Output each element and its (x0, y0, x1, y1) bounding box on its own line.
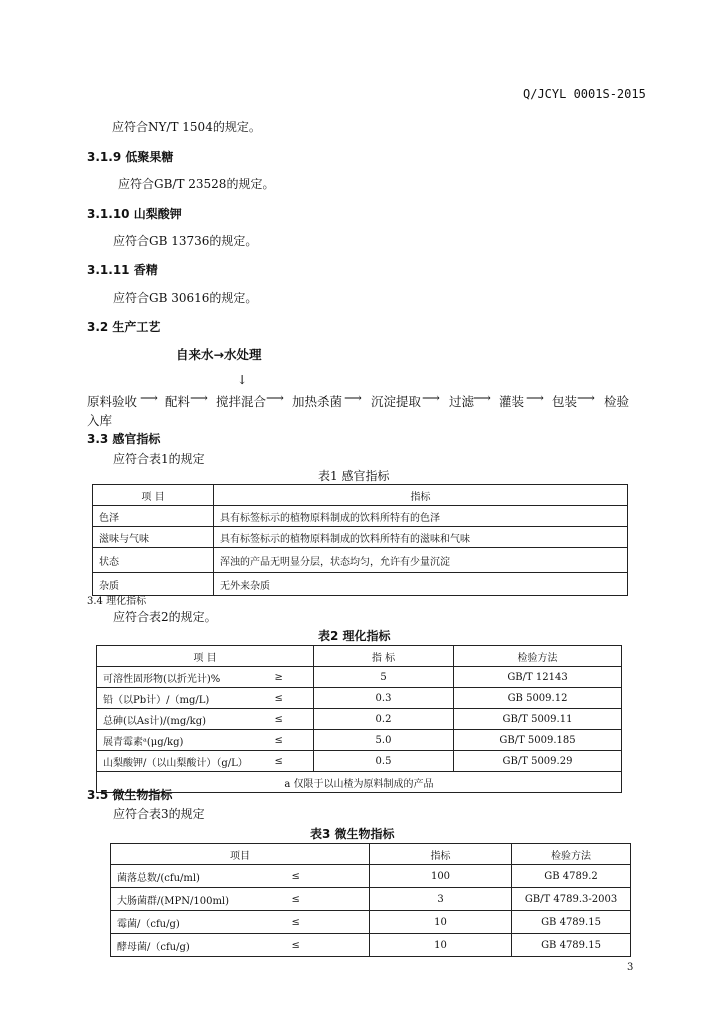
table-header-cell: 检验方法 (454, 646, 622, 667)
table-title: 表2 理化指标 (318, 629, 391, 643)
table-cell: GB 4789.2 (512, 865, 631, 888)
table-cell: 0.3 (314, 688, 454, 709)
right-arrow-icon: ⟶ (344, 390, 362, 405)
table-cell: 展青霉素ᵃ(μg/kg) (97, 730, 269, 751)
table-row (111, 888, 631, 911)
table-row (111, 934, 631, 957)
paragraph: 应符合GB 13736的规定。 (113, 234, 258, 248)
table-row (93, 506, 628, 527)
table-cell: GB/T 5009.185 (454, 730, 622, 751)
table-cell: 霉菌/（cfu/g) (111, 911, 286, 934)
table-cell: 总砷(以As计)/(mg/kg) (97, 709, 269, 730)
table-cell: 菌落总数/(cfu/ml) (111, 865, 286, 888)
flow-step: 入库 (87, 413, 113, 428)
table-cell: ≤ (269, 688, 314, 709)
table-cell: ≤ (286, 865, 370, 888)
table-cell: 可溶性固形物(以折光计)% (97, 667, 269, 688)
physicochemical-table (96, 645, 622, 793)
table-cell: 滋味与气味 (93, 527, 214, 548)
table-row (97, 667, 622, 688)
table-cell: 3 (370, 888, 512, 911)
flow-step: 搅拌混合 (216, 394, 267, 409)
table-cell: 山梨酸钾/（以山梨酸计）（g/L） (97, 751, 269, 772)
section-heading: 3.1.11 香精 (87, 263, 158, 277)
paragraph: 应符合GB/T 23528的规定。 (118, 177, 275, 191)
paragraph: 应符合表2的规定。 (113, 610, 217, 624)
flow-step: 沉淀提取 (371, 394, 422, 409)
table-cell: GB/T 5009.29 (454, 751, 622, 772)
table-footnote-row (97, 772, 622, 793)
right-arrow-icon: ⟶ (140, 390, 158, 405)
table-cell: 具有标签标示的植物原料制成的饮料所特有的色泽 (214, 506, 628, 527)
section-heading: 3.1.10 山梨酸钾 (87, 207, 182, 221)
table-cell: 5.0 (314, 730, 454, 751)
table-row (93, 573, 628, 596)
table-title: 表3 微生物指标 (310, 827, 395, 841)
section-heading: 3.2 生产工艺 (87, 320, 161, 334)
table-header-row (97, 646, 622, 667)
table-header-cell: 项 目 (97, 646, 314, 667)
table-cell: GB 4789.15 (512, 911, 631, 934)
paragraph: 应符合GB 30616的规定。 (113, 291, 258, 305)
table-cell: ≤ (286, 888, 370, 911)
table-cell: GB 5009.12 (454, 688, 622, 709)
table-row (93, 548, 628, 573)
table-cell: GB/T 5009.11 (454, 709, 622, 730)
page-number: 3 (627, 962, 634, 973)
flow-step: 原料验收 (87, 394, 138, 409)
right-arrow-icon: ⟶ (526, 390, 544, 405)
flow-step: 包装 (552, 394, 578, 409)
table-cell: 无外来杂质 (214, 573, 628, 596)
table-cell: 铅（以Pb计）/（mg/L) (97, 688, 269, 709)
table-cell: 100 (370, 865, 512, 888)
sensory-table (92, 484, 628, 596)
table-cell: ≥ (269, 667, 314, 688)
table-cell: 杂质 (93, 573, 214, 596)
table-cell: 10 (370, 911, 512, 934)
paragraph: 应符合NY/T 1504的规定。 (112, 120, 261, 134)
flow-top-step: 自来水→水处理 (176, 347, 262, 362)
table-header-cell: 项 目 (93, 485, 214, 506)
flow-step: 灌装 (499, 394, 525, 409)
table-cell: GB 4789.15 (512, 934, 631, 957)
table-row (111, 865, 631, 888)
table-row (97, 751, 622, 772)
table-row (93, 527, 628, 548)
down-arrow-icon: ↓ (237, 372, 248, 387)
microbial-table (110, 843, 631, 957)
right-arrow-icon: ⟶ (422, 390, 440, 405)
table-cell: 10 (370, 934, 512, 957)
table-cell: ≤ (269, 751, 314, 772)
right-arrow-icon: ⟶ (190, 390, 208, 405)
flow-step: 检验 (604, 394, 630, 409)
table-header-cell: 指 标 (314, 646, 454, 667)
table-cell: 酵母菌/（cfu/g) (111, 934, 286, 957)
table-cell: 0.5 (314, 751, 454, 772)
section-heading: 3.5 微生物指标 (87, 788, 173, 802)
flow-step: 加热杀菌 (292, 394, 343, 409)
table-cell: ≤ (269, 709, 314, 730)
table-cell: 0.2 (314, 709, 454, 730)
table-header-cell: 项目 (111, 844, 370, 865)
table-cell: ≤ (286, 934, 370, 957)
section-heading: 3.1.9 低聚果糖 (87, 150, 174, 164)
section-heading: 3.3 感官指标 (87, 432, 161, 446)
table-header-cell: 检验方法 (512, 844, 631, 865)
table-row (97, 688, 622, 709)
table-header-cell: 指标 (370, 844, 512, 865)
flow-step: 配料 (165, 394, 191, 409)
right-arrow-icon: ⟶ (266, 390, 284, 405)
table-cell: ≤ (286, 911, 370, 934)
table-cell: GB/T 4789.3-2003 (512, 888, 631, 911)
table-title: 表1 感官指标 (318, 469, 390, 483)
table-cell: 色泽 (93, 506, 214, 527)
section-heading: 3.4 理化指标 (87, 596, 147, 607)
table-header-row (93, 485, 628, 506)
document-code: Q/JCYL 0001S-2015 (523, 87, 646, 101)
paragraph: 应符合表1的规定 (113, 452, 205, 466)
table-cell: 5 (314, 667, 454, 688)
table-cell: 大肠菌群/(MPN/100ml) (111, 888, 286, 911)
table-row (97, 709, 622, 730)
paragraph: 应符合表3的规定 (113, 807, 205, 821)
right-arrow-icon: ⟶ (473, 390, 491, 405)
table-cell: 状态 (93, 548, 214, 573)
table-cell: GB/T 12143 (454, 667, 622, 688)
flow-step: 过滤 (449, 394, 475, 409)
table-cell: 具有标签标示的植物原料制成的饮料所特有的滋味和气味 (214, 527, 628, 548)
table-footnote: a 仅限于以山楂为原料制成的产品 (97, 772, 622, 793)
right-arrow-icon: ⟶ (577, 390, 595, 405)
table-cell: ≤ (269, 730, 314, 751)
table-row (97, 730, 622, 751)
table-cell: 浑浊的产品无明显分层，状态均匀，允许有少量沉淀 (214, 548, 628, 573)
table-row (111, 911, 631, 934)
table-header-row (111, 844, 631, 865)
table-header-cell: 指标 (214, 485, 628, 506)
